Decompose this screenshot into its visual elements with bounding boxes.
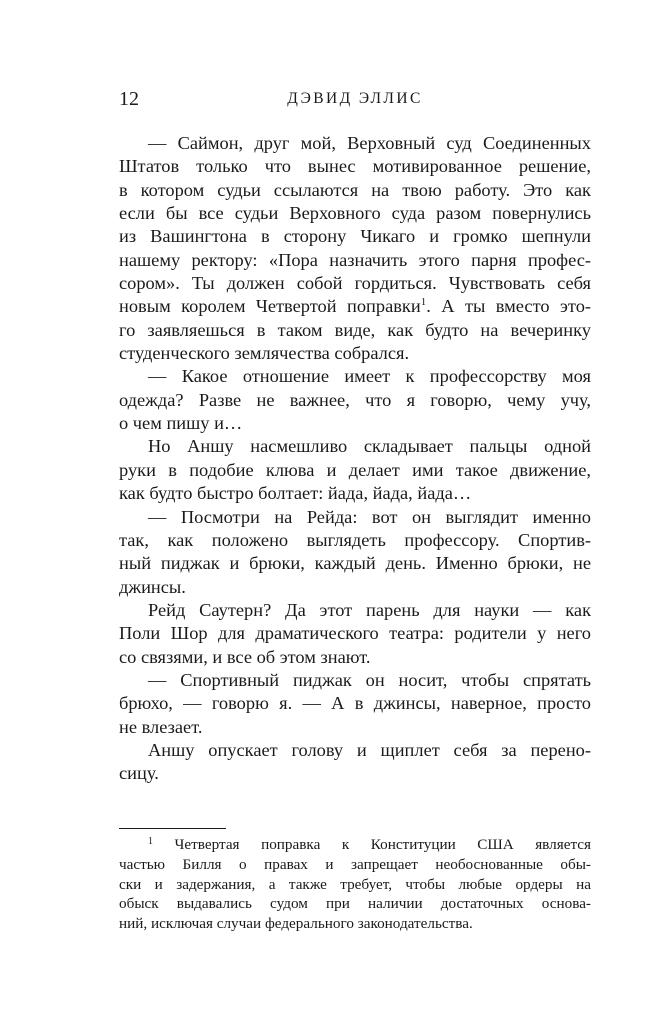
running-head-author: ДЭВИД ЭЛЛИС [287,90,423,107]
footnote [119,835,591,934]
text-line: не влезает. [119,716,203,737]
text-line: со связями, и все об этом знают. [119,646,371,667]
text-line: одежда? Разве не важнее, что я говорю, чему учу, [119,389,591,410]
text-line: брюхо, — говорю я. — А в джинсы, наверное, просто [119,693,591,714]
text-line: Но Аншу насмешливо складывает пальцы одной [148,436,591,457]
text-line-with-footnote-ref [119,295,591,318]
text-line: как будто быстро болтает: йада, йада, йада… [119,483,472,504]
text-line: — Посмотри на Рейда: вот он выглядит именно [148,506,591,527]
text-line: — Саймон, друг мой, Верховный суд Соединенных [148,133,591,153]
footnote-divider [119,828,226,829]
text-line: из Вашингтона в сторону Чикаго и громко шепнули [119,226,591,247]
text-line: джинсы. [119,576,186,597]
footnote-text: Четвертая поправка к Конституции США является [174,836,592,853]
footnote-marker: 1 [148,836,153,847]
footnote-line: обыск выдавались судом при наличии достаточных основа- [119,895,591,913]
text-line: сицу. [119,763,159,784]
text-line: Рейд Саутерн? Да этот парень для науки — как [148,599,591,620]
text-line: Штатов только что вынес мотивированное решение, [119,156,591,177]
text-line: Аншу опускает голову и щиплет себя за перено- [148,739,591,760]
text-line: Поли Шор для драматического театра: родители у него [119,623,591,644]
footnote-line: ски и задержания, а также требует, чтобы любые ордеры на [119,875,591,893]
text-segment: новым королем Четвертой поправки [119,296,421,317]
footnote-line [119,835,591,855]
text-line: нашему ректору: «Пора назначить этого парня профес- [119,249,591,270]
page-header [119,86,591,112]
text-line: ный пиджак и брюки, каждый день. Именно брюки, не [119,553,591,574]
text-segment: . А ты вместо это- [426,296,592,317]
body-text [119,132,591,786]
text-line: о чем пишу и… [119,413,243,434]
text-line: если бы все судьи Верховного суда разом повернулись [119,203,591,224]
text-line: так, как положено выглядеть профессору. Спортив- [119,529,591,550]
text-line: — Спортивный пиджак он носит, чтобы спрятать [148,669,591,690]
text-line: го заявляешься в таком виде, как будто на вечеринку [119,319,591,340]
footnote-ref[interactable]: 1 [420,296,427,309]
text-line: — Какое отношение имеет к профессорству моя [148,366,591,387]
footnote-line: ний, исключая случаи федерального законодательства. [119,915,473,933]
text-line: руки в подобие клюва и делает ими такое движение, [119,459,591,480]
text-line: студенческого землячества собрался. [119,343,410,364]
text-line: в котором судьи ссылаются на твою работу. Это как [119,179,591,200]
page-number: 12 [119,88,139,110]
footnote-line: частью Билля о правах и запрещает необоснованные обы- [119,855,591,873]
text-line: сором». Ты должен собой гордиться. Чувствовать себя [119,273,591,294]
